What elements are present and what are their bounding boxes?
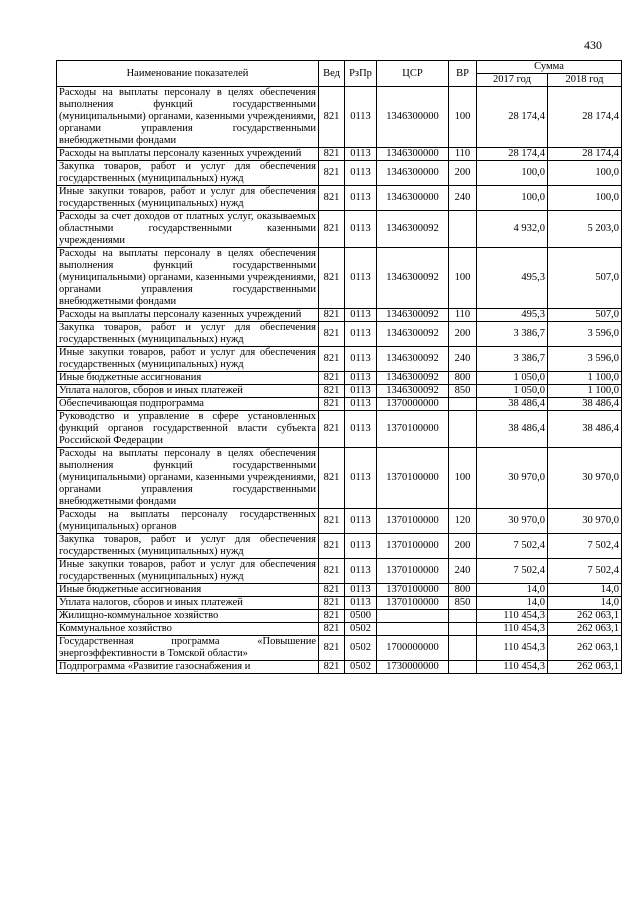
row-sum-2018: 507,0 xyxy=(548,309,622,322)
row-ved: 821 xyxy=(319,322,345,347)
row-sum-2018: 7 502,4 xyxy=(548,534,622,559)
row-vr xyxy=(449,623,477,636)
row-csr: 1370100000 xyxy=(377,584,449,597)
row-sum-2018: 3 596,0 xyxy=(548,322,622,347)
table-row xyxy=(57,610,622,623)
row-vr: 850 xyxy=(449,597,477,610)
table-row xyxy=(57,322,622,347)
header-row xyxy=(57,61,622,74)
header-name: Наименование показателей xyxy=(57,61,319,87)
row-sum-2017: 100,0 xyxy=(477,161,548,186)
row-sum-2018: 14,0 xyxy=(548,597,622,610)
table-row xyxy=(57,161,622,186)
row-vr: 110 xyxy=(449,148,477,161)
row-rzpr: 0113 xyxy=(345,211,377,248)
row-sum-2018: 30 970,0 xyxy=(548,448,622,509)
header-ved: Вед xyxy=(319,61,345,87)
row-vr xyxy=(449,211,477,248)
row-rzpr: 0113 xyxy=(345,597,377,610)
row-rzpr: 0113 xyxy=(345,372,377,385)
table-row xyxy=(57,211,622,248)
row-sum-2017: 110 454,3 xyxy=(477,661,548,674)
header-year-2017: 2017 год xyxy=(477,74,548,87)
row-name: Иные закупки товаров, работ и услуг для обеспечения государственных (муниципальных) нужд xyxy=(57,559,319,584)
row-rzpr: 0113 xyxy=(345,161,377,186)
header-sum: Сумма xyxy=(477,61,622,74)
row-ved: 821 xyxy=(319,186,345,211)
row-csr: 1346300092 xyxy=(377,309,449,322)
row-sum-2018: 38 486,4 xyxy=(548,398,622,411)
row-name: Коммунальное хозяйство xyxy=(57,623,319,636)
row-rzpr: 0113 xyxy=(345,322,377,347)
header-vr: ВР xyxy=(449,61,477,87)
table-row xyxy=(57,559,622,584)
row-sum-2017: 7 502,4 xyxy=(477,534,548,559)
row-rzpr: 0502 xyxy=(345,636,377,661)
row-csr: 1346300092 xyxy=(377,385,449,398)
header-rzpr: РзПр xyxy=(345,61,377,87)
row-ved: 821 xyxy=(319,309,345,322)
row-ved: 821 xyxy=(319,534,345,559)
row-vr: 200 xyxy=(449,322,477,347)
row-ved: 821 xyxy=(319,661,345,674)
row-sum-2017: 100,0 xyxy=(477,186,548,211)
row-vr: 200 xyxy=(449,161,477,186)
row-sum-2017: 110 454,3 xyxy=(477,623,548,636)
row-name: Расходы на выплаты персоналу в целях обеспечения выполнения функций государственными (муниципальными) органами, казенными учреждениями, органами управления государственными внебюджетными фондами xyxy=(57,248,319,309)
row-vr: 200 xyxy=(449,534,477,559)
row-name: Иные бюджетные ассигнования xyxy=(57,372,319,385)
row-sum-2017: 110 454,3 xyxy=(477,636,548,661)
row-rzpr: 0113 xyxy=(345,411,377,448)
row-rzpr: 0113 xyxy=(345,248,377,309)
row-csr: 1370100000 xyxy=(377,534,449,559)
row-ved: 821 xyxy=(319,597,345,610)
row-rzpr: 0113 xyxy=(345,534,377,559)
row-vr xyxy=(449,610,477,623)
table-row xyxy=(57,148,622,161)
row-vr xyxy=(449,636,477,661)
row-ved: 821 xyxy=(319,623,345,636)
row-ved: 821 xyxy=(319,372,345,385)
table-row xyxy=(57,623,622,636)
row-rzpr: 0113 xyxy=(345,148,377,161)
row-csr: 1346300092 xyxy=(377,248,449,309)
row-rzpr: 0502 xyxy=(345,661,377,674)
row-rzpr: 0113 xyxy=(345,347,377,372)
row-rzpr: 0113 xyxy=(345,186,377,211)
row-name: Закупка товаров, работ и услуг для обеспечения государственных (муниципальных) нужд xyxy=(57,161,319,186)
row-sum-2018: 1 100,0 xyxy=(548,372,622,385)
row-csr: 1370000000 xyxy=(377,398,449,411)
table-row xyxy=(57,448,622,509)
row-csr: 1730000000 xyxy=(377,661,449,674)
table-row xyxy=(57,309,622,322)
row-vr: 100 xyxy=(449,248,477,309)
table-row xyxy=(57,186,622,211)
row-csr: 1346300000 xyxy=(377,186,449,211)
row-sum-2017: 30 970,0 xyxy=(477,509,548,534)
row-sum-2018: 1 100,0 xyxy=(548,385,622,398)
row-rzpr: 0113 xyxy=(345,398,377,411)
row-name: Расходы на выплаты персоналу казенных учреждений xyxy=(57,148,319,161)
row-vr: 850 xyxy=(449,385,477,398)
row-csr: 1346300092 xyxy=(377,211,449,248)
row-sum-2017: 38 486,4 xyxy=(477,411,548,448)
row-rzpr: 0113 xyxy=(345,385,377,398)
row-sum-2018: 5 203,0 xyxy=(548,211,622,248)
row-vr xyxy=(449,398,477,411)
row-ved: 821 xyxy=(319,211,345,248)
row-sum-2017: 3 386,7 xyxy=(477,322,548,347)
row-csr: 1370100000 xyxy=(377,411,449,448)
row-vr xyxy=(449,411,477,448)
row-name: Расходы на выплаты персоналу казенных учреждений xyxy=(57,309,319,322)
table-row xyxy=(57,534,622,559)
row-name: Закупка товаров, работ и услуг для обеспечения государственных (муниципальных) нужд xyxy=(57,322,319,347)
row-name: Расходы за счет доходов от платных услуг, оказываемых областными государственными казенными учреждениями xyxy=(57,211,319,248)
row-ved: 821 xyxy=(319,87,345,148)
row-sum-2018: 38 486,4 xyxy=(548,411,622,448)
table-row xyxy=(57,584,622,597)
row-vr xyxy=(449,661,477,674)
row-sum-2018: 14,0 xyxy=(548,584,622,597)
row-sum-2017: 38 486,4 xyxy=(477,398,548,411)
row-name: Иные закупки товаров, работ и услуг для обеспечения государственных (муниципальных) нужд xyxy=(57,186,319,211)
row-ved: 821 xyxy=(319,347,345,372)
row-rzpr: 0500 xyxy=(345,610,377,623)
row-sum-2018: 100,0 xyxy=(548,186,622,211)
budget-table xyxy=(56,60,622,674)
row-vr: 240 xyxy=(449,186,477,211)
row-sum-2017: 7 502,4 xyxy=(477,559,548,584)
row-rzpr: 0113 xyxy=(345,448,377,509)
table-row xyxy=(57,385,622,398)
table-row xyxy=(57,597,622,610)
row-csr: 1700000000 xyxy=(377,636,449,661)
row-sum-2017: 28 174,4 xyxy=(477,148,548,161)
row-csr: 1346300092 xyxy=(377,347,449,372)
row-ved: 821 xyxy=(319,610,345,623)
row-ved: 821 xyxy=(319,248,345,309)
row-vr: 240 xyxy=(449,347,477,372)
row-ved: 821 xyxy=(319,161,345,186)
row-sum-2017: 28 174,4 xyxy=(477,87,548,148)
row-name: Государственная программа «Повышение энергоэффективности в Томской области» xyxy=(57,636,319,661)
row-csr xyxy=(377,623,449,636)
row-name: Иные закупки товаров, работ и услуг для обеспечения государственных (муниципальных) нужд xyxy=(57,347,319,372)
row-csr: 1346300000 xyxy=(377,148,449,161)
row-sum-2017: 1 050,0 xyxy=(477,385,548,398)
header-year-2018: 2018 год xyxy=(548,74,622,87)
row-sum-2018: 100,0 xyxy=(548,161,622,186)
row-csr: 1370100000 xyxy=(377,448,449,509)
row-sum-2017: 14,0 xyxy=(477,597,548,610)
row-name: Подпрограмма «Развитие газоснабжения и xyxy=(57,661,319,674)
row-ved: 821 xyxy=(319,636,345,661)
row-rzpr: 0113 xyxy=(345,509,377,534)
row-ved: 821 xyxy=(319,448,345,509)
row-vr: 240 xyxy=(449,559,477,584)
row-sum-2018: 30 970,0 xyxy=(548,509,622,534)
table-row xyxy=(57,372,622,385)
table-row xyxy=(57,509,622,534)
row-name: Уплата налогов, сборов и иных платежей xyxy=(57,597,319,610)
row-sum-2018: 262 063,1 xyxy=(548,610,622,623)
row-vr: 110 xyxy=(449,309,477,322)
table-row xyxy=(57,411,622,448)
row-rzpr: 0113 xyxy=(345,559,377,584)
row-name: Уплата налогов, сборов и иных платежей xyxy=(57,385,319,398)
row-rzpr: 0113 xyxy=(345,309,377,322)
row-csr: 1346300000 xyxy=(377,161,449,186)
row-ved: 821 xyxy=(319,411,345,448)
table-body xyxy=(57,87,622,674)
row-ved: 821 xyxy=(319,385,345,398)
row-name: Расходы на выплаты персоналу в целях обеспечения выполнения функций государственными (муниципальными) органами, казенными учреждениями, органами управления государственными внебюджетными фондами xyxy=(57,448,319,509)
row-sum-2017: 14,0 xyxy=(477,584,548,597)
row-name: Руководство и управление в сфере установленных функций органов государственной власти субъекта Российской Федерации xyxy=(57,411,319,448)
row-sum-2017: 4 932,0 xyxy=(477,211,548,248)
row-sum-2018: 3 596,0 xyxy=(548,347,622,372)
row-sum-2017: 495,3 xyxy=(477,248,548,309)
row-sum-2017: 3 386,7 xyxy=(477,347,548,372)
row-sum-2018: 7 502,4 xyxy=(548,559,622,584)
row-csr: 1370100000 xyxy=(377,597,449,610)
table-row xyxy=(57,347,622,372)
table-row xyxy=(57,398,622,411)
row-name: Расходы на выплаты персоналу в целях обеспечения выполнения функций государственными (муниципальными) органами, казенными учреждениями, органами управления государственными внебюджетными фондами xyxy=(57,87,319,148)
row-csr: 1370100000 xyxy=(377,509,449,534)
row-vr: 800 xyxy=(449,584,477,597)
row-rzpr: 0113 xyxy=(345,584,377,597)
row-name: Закупка товаров, работ и услуг для обеспечения государственных (муниципальных) нужд xyxy=(57,534,319,559)
row-sum-2017: 495,3 xyxy=(477,309,548,322)
row-rzpr: 0502 xyxy=(345,623,377,636)
row-csr: 1370100000 xyxy=(377,559,449,584)
row-csr: 1346300092 xyxy=(377,322,449,347)
row-sum-2018: 262 063,1 xyxy=(548,623,622,636)
table-row xyxy=(57,87,622,148)
row-sum-2018: 507,0 xyxy=(548,248,622,309)
row-vr: 800 xyxy=(449,372,477,385)
row-ved: 821 xyxy=(319,584,345,597)
row-name: Расходы на выплаты персоналу государственных (муниципальных) органов xyxy=(57,509,319,534)
row-ved: 821 xyxy=(319,559,345,584)
row-sum-2018: 28 174,4 xyxy=(548,87,622,148)
row-sum-2017: 30 970,0 xyxy=(477,448,548,509)
header-csr: ЦСР xyxy=(377,61,449,87)
row-ved: 821 xyxy=(319,148,345,161)
row-name: Обеспечивающая подпрограмма xyxy=(57,398,319,411)
table-row xyxy=(57,661,622,674)
row-vr: 120 xyxy=(449,509,477,534)
row-csr: 1346300092 xyxy=(377,372,449,385)
row-rzpr: 0113 xyxy=(345,87,377,148)
row-sum-2018: 262 063,1 xyxy=(548,636,622,661)
row-ved: 821 xyxy=(319,398,345,411)
row-vr: 100 xyxy=(449,87,477,148)
row-sum-2017: 1 050,0 xyxy=(477,372,548,385)
row-sum-2017: 110 454,3 xyxy=(477,610,548,623)
row-csr xyxy=(377,610,449,623)
table-row xyxy=(57,248,622,309)
row-csr: 1346300000 xyxy=(377,87,449,148)
row-name: Иные бюджетные ассигнования xyxy=(57,584,319,597)
page-number: 430 xyxy=(584,38,602,52)
row-sum-2018: 262 063,1 xyxy=(548,661,622,674)
table-row xyxy=(57,636,622,661)
row-vr: 100 xyxy=(449,448,477,509)
row-ved: 821 xyxy=(319,509,345,534)
row-name: Жилищно-коммунальное хозяйство xyxy=(57,610,319,623)
row-sum-2018: 28 174,4 xyxy=(548,148,622,161)
